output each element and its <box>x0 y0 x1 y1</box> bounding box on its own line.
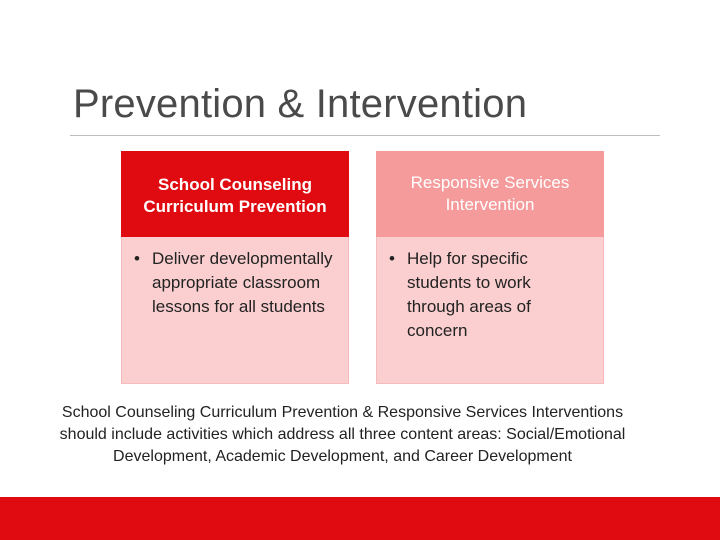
footer-bar <box>0 497 720 540</box>
slide-title: Prevention & Intervention <box>73 82 528 126</box>
intervention-card <box>376 151 604 384</box>
list-item <box>134 247 338 319</box>
intervention-bullet-text: Help for specific students to work through areas of concern <box>407 249 531 340</box>
intervention-card-body <box>376 237 604 384</box>
prevention-bullet-text: Deliver developmentally appropriate classroom lessons for all students <box>152 249 333 316</box>
list-item <box>389 247 593 343</box>
bullet-icon: • <box>389 249 395 268</box>
prevention-card <box>121 151 349 384</box>
bullet-icon: • <box>134 249 140 268</box>
intervention-card-heading: Responsive Services Intervention <box>376 151 604 237</box>
title-divider <box>70 135 660 136</box>
slide-caption: School Counseling Curriculum Prevention & Responsive Services Interventions should include activities which address all three content areas: Social/Emotional Development, Academic Development, and Career Development <box>59 404 626 465</box>
prevention-card-heading: School Counseling Curriculum Prevention <box>121 151 349 237</box>
prevention-card-body <box>121 237 349 384</box>
